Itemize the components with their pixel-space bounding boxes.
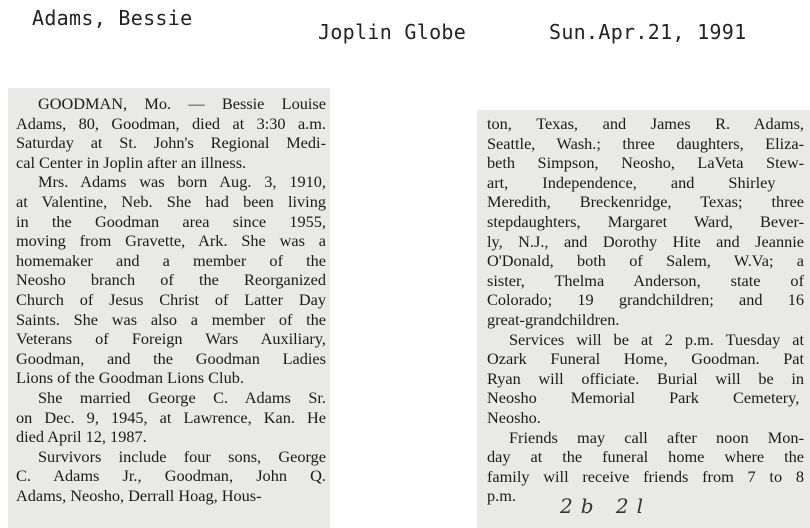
obituary-line: She married George C. Adams Sr.: [38, 387, 326, 407]
obituary-line: moving from Gravette, Ark. She was a: [16, 231, 326, 251]
obituary-line: Goodman, and the Goodman Ladies: [16, 348, 326, 368]
obituary-line: on Dec. 9, 1945, at Lawrence, Kan. He: [16, 407, 326, 427]
obituary-line: GOODMAN, Mo. — Bessie Louise: [38, 94, 326, 113]
obituary-line: stepdaughters, Margaret Ward, Bever-: [487, 211, 804, 231]
publication-date: Sun.Apr.21, 1991: [549, 20, 747, 44]
obituary-line: Colorado; 19 grandchildren; and 16: [487, 290, 804, 310]
obituary-line: Church of Jesus Christ of Latter Day: [16, 289, 326, 309]
obituary-line: ly, N.J., and Dorothy Hite and Jeannie: [487, 231, 804, 251]
obituary-line: Neosho.: [487, 407, 541, 427]
handwritten-note: 2b 2l: [560, 494, 652, 518]
obituary-line: in the Goodman area since 1955,: [16, 211, 326, 231]
obituary-line: Lions of the Goodman Lions Club.: [16, 368, 244, 388]
obituary-line: great-grandchildren.: [487, 309, 620, 329]
obituary-line: Saturday at St. John's Regional Medi-: [16, 133, 326, 153]
obituary-line: Meredith, Breckenridge, Texas; three: [487, 192, 804, 212]
obituary-line: Neosho branch of the Reorganized: [16, 270, 326, 290]
obituary-line: Adams, 80, Goodman, died at 3:30 a.m.: [16, 113, 326, 133]
obituary-line: beth Simpson, Neosho, LaVeta Stew-: [487, 153, 804, 173]
obituary-line: Ozark Funeral Home, Goodman. Pat: [487, 349, 804, 369]
obituary-line: ton, Texas, and James R. Adams,: [487, 114, 804, 133]
obituary-line: cal Center in Joplin after an illness.: [16, 152, 247, 172]
obituary-paragraph: [487, 114, 804, 330]
obituary-line: Seattle, Wash.; three daughters, Eliza-: [487, 133, 804, 153]
obituary-line: art, Independence, and Shirley: [487, 172, 776, 192]
obituary-line: C. Adams Jr., Goodman, John Q.: [16, 466, 326, 486]
obituary-line: Ryan will officiate. Burial will be in: [487, 368, 804, 388]
obituary-line: at Valentine, Neb. She had been living: [16, 191, 326, 211]
subject-name: Adams, Bessie: [32, 6, 193, 30]
obituary-line: homemaker and a member of the: [16, 250, 326, 270]
obituary-paragraph: [16, 447, 326, 506]
obituary-clipping-right: [477, 110, 810, 528]
obituary-paragraph: [16, 172, 326, 388]
obituary-line: died April 12, 1987.: [16, 427, 147, 447]
obituary-line: Survivors include four sons, George: [38, 446, 326, 466]
obituary-paragraph: [16, 94, 326, 172]
obituary-clipping-left: [8, 88, 330, 528]
obituary-paragraph: [487, 330, 804, 428]
obituary-line: Friends may call after noon Mon-: [509, 427, 804, 447]
obituary-line: O'Donald, both of Salem, W.Va; a: [487, 251, 804, 271]
obituary-line: sister, Thelma Anderson, state of: [487, 270, 804, 290]
obituary-line: Services will be at 2 p.m. Tuesday at: [509, 329, 804, 349]
obituary-line: Adams, Neosho, Derrall Hoag, Hous-: [16, 485, 262, 505]
newspaper-name: Joplin Globe: [318, 20, 467, 44]
obituary-paragraph: [16, 388, 326, 447]
obituary-line: Mrs. Adams was born Aug. 3, 1910,: [38, 172, 326, 192]
obituary-line: Neosho Memorial Park Cemetery,: [487, 388, 800, 408]
obituary-line: family will receive friends from 7 to 8: [487, 466, 804, 486]
obituary-line: Saints. She was also a member of the: [16, 309, 326, 329]
obituary-line: day at the funeral home where the: [487, 447, 804, 467]
obituary-line: p.m.: [487, 486, 516, 506]
obituary-line: Veterans of Foreign Wars Auxiliary,: [16, 329, 326, 349]
